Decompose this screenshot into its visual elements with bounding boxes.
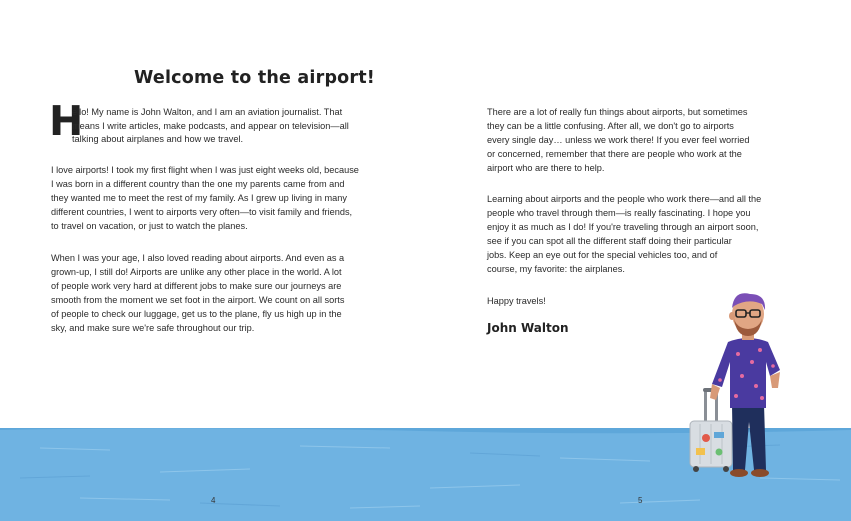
left-text-line: talking about airplanes and how we travel. (72, 134, 244, 144)
left-text-line: When I was your age, I also loved reading about airports. And even as a (51, 253, 345, 263)
left-text-line: ello! My name is John Walton, and I am an aviation journalist. That (72, 107, 343, 117)
right-text-line: see if you can spot all the different staff doing their particular (487, 236, 732, 246)
right-text-line: Happy travels! (487, 296, 546, 306)
left-text-line: means I write articles, make podcasts, and appear on television—all (72, 121, 349, 131)
author-signature: John Walton (487, 321, 569, 335)
drop-cap: H (49, 97, 84, 145)
left-text-line: sky, and make sure we're safe throughout our trip. (51, 323, 255, 333)
page-heading: Welcome to the airport! (134, 68, 375, 88)
right-text-line: There are a lot of really fun things about airports, but sometimes (487, 107, 748, 117)
right-text-line: or concerned, remember that there are people who work at the (487, 149, 742, 159)
right-text-line: jobs. Keep an eye out for the special vehicles too, and of (487, 250, 718, 260)
right-page-number: 5 (638, 496, 643, 505)
left-text-line: I was born in a different country than the one my parents came from and (51, 179, 345, 189)
right-text-line: enjoy it as much as I do! If you're traveling through an airport soon, (487, 222, 759, 232)
left-text-line: to travel on vacation, or just to watch the planes. (51, 221, 248, 231)
right-text-line: they can be a little confusing. After all, we don't go to airports (487, 121, 734, 131)
right-text-line: course, my favorite: the airplanes. (487, 264, 625, 274)
left-text-line: grown-up, I still do! Airports are unlike any other place in the world. A lot (51, 267, 342, 277)
right-text-line: every single day… unless we work there! If you ever feel worried (487, 135, 750, 145)
right-text-line: airport who are there to help. (487, 163, 605, 173)
left-text-line: of people to check our luggage, get us to the plane, fly us high up in the (51, 309, 342, 319)
right-text-line: people who travel through them—is really fascinating. I hope you (487, 208, 751, 218)
author-illustration (676, 292, 786, 482)
right-text-line: Learning about airports and the people who work there—and all the (487, 194, 762, 204)
left-text-line: of people work very hard at different jobs to make sure our journeys are (51, 281, 342, 291)
left-page-number: 4 (211, 496, 216, 505)
left-text-line: I love airports! I took my first flight when I was just eight weeks old, because (51, 165, 359, 175)
left-text-line: different countries, I went to airports very often—to visit family and friends, (51, 207, 353, 217)
left-text-line: smooth from the moment we set foot in the airport. We count on all sorts (51, 295, 345, 305)
left-text-line: they wanted me to meet the rest of my family. As I grew up living in many (51, 193, 347, 203)
